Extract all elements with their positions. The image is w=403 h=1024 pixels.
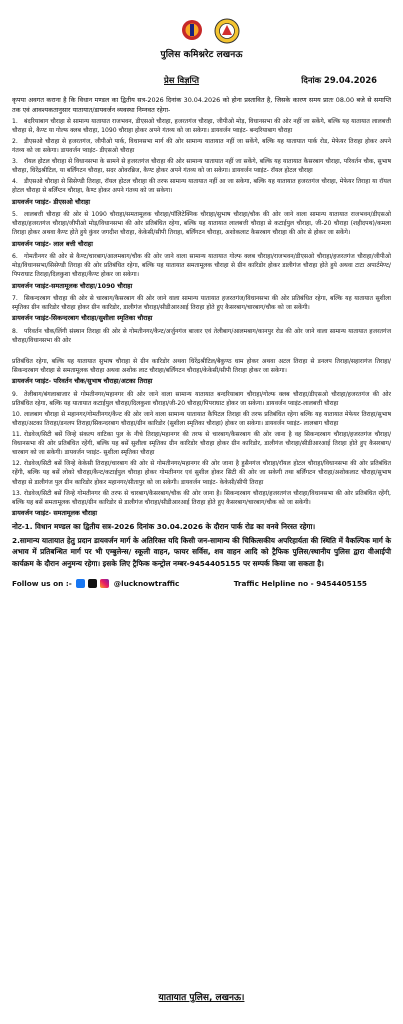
list-item [12, 327, 391, 345]
list-item [12, 390, 391, 408]
list-item-number: 11. [12, 431, 22, 439]
list-item-text: डीएसओ चौराहा से सिसेण्डी तिराहा, रॉयल होटल चौराहा की तरफ सामान्य यातायात नहीं आ जा सकेगा, बल्कि यह यातायात हजरतगंज चौराहा, मेफेयर तिराहा या रॉयल होटल चौराहा से बर्लिंग्टन चौराहा, कैण्ट होकर अपने गंतव्य को जा सकेगा। [12, 178, 391, 195]
signature: यातायात पुलिस, लखनऊ। [158, 993, 245, 1003]
instagram-icon[interactable] [100, 579, 109, 588]
list-item-text: रोडवेज/सिटी बसें जिन्हे संकल्प वाटिका पुल के नीचे तिराहा/महानगर की तरफ से चारबाग/कैसरबाग की ओर जाना है वह सिकन्दरबाग चौराहा/हजरतगंज चौराहा/विधानसभा की ओर प्रतिबंधित रहेंगी, बल्कि यह बसें सुशीला स्मृतिका ग्रीन कारिडोर चौराहा होकर ग्रीन कारिडोर, डालीगंज चौराहा/सीडीआरआई तिराहा होते हुए कैसरबाग/चारबाग को जा सकेगी। डायवर्जन प्वाइंट- सुशीला स्मृतिका चौराहा [12, 431, 391, 457]
list-item-number: 4. [12, 178, 18, 186]
press-release-label: प्रेस विज्ञप्ति [164, 74, 200, 85]
list-item-number: 8. [12, 327, 18, 335]
list-item [12, 294, 391, 312]
note-item: 2.सामान्य यातायात हेतु प्रदान डायवर्जन मार्ग के अतिरिक्त यदि किसी जन-सामान्य की चिकित्सकीय अपरिहार्यता की स्थिति में वैकल्पिक मार्ग के अभाव में प्रतिबन्धित मार्ग पर भी एम्बुलेन्स/ स्कूली वाहन, फायर सर्विस, शव वाहन आदि को ट्रैफिक पुलिस/स्थानीय पुलिस द्वारा वीआईपी कार्यक्रम के दौरान अनुमन्य रहेगा। इसके लिए ट्रैफिक कन्ट्रोल नम्बर-9454405155 पर सम्पर्क किया जा सकता है। [12, 535, 391, 568]
diversion-point-label: डायवर्जन प्वाइंट- समतामूलक चौराहा [12, 508, 98, 517]
date-label: दिनांक 29.04.2026 [301, 74, 377, 85]
list-item-number: 12. [12, 460, 22, 468]
logo-group [180, 18, 246, 44]
list-item-number: 7. [12, 295, 18, 303]
list-item-text: रॉयल होटल चौराहा से विधानसभा के सामने से हजरतगंज चौराहा की ओर सामान्य यातायात नहीं जा सकेंगे, बल्कि यह यातायात कैसरबाग चौराहा, परिवर्तन चौक, सुभाष चौराहा, धिरेंद्रश्रीटिल, या बर्लिंगटन चौराहा, सदर ओवरब्रिज, कैण्ट होकर अपने गंतव्य को जा सकेगा। डायवर्जन प्वाइंट- रॉयल होटल चौराहा [12, 158, 391, 175]
notes [12, 521, 391, 569]
list-item [12, 137, 391, 155]
traffic-helpline: Traffic Helpline no - 9454405155 [233, 579, 367, 589]
list-item-text: बंदरियाबाग चौराहा से सामान्य यातायात राजभवन, डीएसओ चौराहा, हजरतगंज चौराहा, जीपीओ मोड़, विधानसभा की ओर नहीं जा सकेंगे, बल्कि यह यातायात लालबत्ती चौराहा से, कैण्ट या गोल्फ क्लब चौराहा, 1090 चौराहा होकर अपने गंतव्य को जा सकेगा। डायवर्जन प्वाइंट- बन्दरियाबाग चौराहा [12, 117, 391, 135]
facebook-icon[interactable] [76, 579, 85, 588]
list-item-text: लालबाग चौराहा से महानगर/गोमतीनगर/कैन्ट की ओर जाने वाला सामान्य यातायात कैपिटल तिराहा की तरफ प्रतिबंधित रहेगा बल्कि यह यातायात मेफेयर तिराहा/सुभाष चौराहा/अटका तिराहा/डनलप तिराहा/सिकन्दरबाग चौराहा/ग्रीन कारिडोर (सुशीला स्मृतिका चौराहा) होकर जा सकेगा। डायवर्जन प्वाइंट- लालबाग चौराहा [12, 410, 391, 428]
list-item-text: तेलीबाग/बंगलाबाजार से गोमतीनगर/महानगर की ओर जाने वाला सामान्य यातायात बन्दरियाबाग चौराहा/गोल्फ क्लब चौराहा/डीएसओ चौराहा/हजरतगंज की ओर प्रतिबंधित रहेगा, बल्कि यह यातायात कटाईपुल चौराहा/दिलकुशा चौराहा/जी-20 चौराहा/पिपराघाट होकर जा सकेगा। डायवर्जन प्वाइंट-लालबत्ती चौराहा [12, 390, 391, 407]
list-item [12, 430, 391, 457]
list-item-text: परिवर्तन चौक/लिंगी संस्थान तिराहा की ओर से गोमतीनगर/कैन्ट/अर्जुनगंज बाजार एवं तेलीबाग/आलमबाग/कानपुर रोड की ओर जाने वाला सामान्य यातायात हजरतगंज चौराहा/विधानसभा की ओर [12, 327, 391, 345]
diversion-point-label: डायवर्जन प्वाइंट-समतामूलक चौराहा/1090 चौराहा [12, 281, 133, 290]
list-item [12, 459, 391, 486]
diversion-list-part2 [12, 357, 391, 518]
list-item [12, 157, 391, 175]
footer-row [12, 577, 391, 591]
traffic-police-logo-icon [214, 18, 240, 44]
list-item-text: गोमतीनगर की ओर से कैण्ट/चारबाग/आलमबाग/चौक की ओर जाने वाला सामान्य यातायात गोल्फ क्लब चौराहा/राजभवन/डीएसओ चौराहा/हजरतगंज चौराहा/जीपीओ मोड़/विधानसभा/सिसेण्डी तिराहा की ओर प्रतिबंधित रहेगा, बल्कि यह यातायात समतामूलक चौराहा से ग्रीन कारिडोर होकर डालीगंज चौराहा होते हुये अथवा टाटा अपार्टमेण्ट/पिपराघाट तिराहा/दिलकुशा चौराहा/कैण्ट होकर जा सकेगा। [12, 253, 391, 279]
note-item: नोट-1. विधान मण्डल का द्वितीय सत्र-2026 दिनांक 30.04.2026 के दौरान पार्क रोड का वनवे निरस्त रहेगा। [12, 522, 316, 532]
diversion-point-label: डायवर्जन प्वाइंट- परिवर्तन चौक/सुभाष चौराहा/अटका तिराहा [12, 377, 153, 386]
list-item [12, 357, 391, 375]
follow-label: Follow us on :- [12, 579, 72, 589]
diversion-point-label: डायवर्जन प्वाइंट- लाल बत्ती चौराहा [12, 239, 93, 248]
list-item-number: 9. [12, 390, 18, 398]
diversion-point-label: डायवर्जन प्वाइंट-सिकन्दरबाग चौराहा/सुशीला स्मृतिका चौराहा [12, 314, 153, 323]
list-item-text: रोडवेज/सिटी बसें जिन्हे केकेसी तिराहा/चारबाग की ओर से गोमतीनगर/महानगर की ओर जाना है हुसैनगंज चौराहा/रॉयल होटल चौराहा/विधानसभा की ओर प्रतिबंधित रहेंगी, बल्कि यह बसें लोको चौराहा/कैन्ट/कटाईपुल चौराहा होकर गोमतीनगर एवं सुशील होकर सिटी की ओर जा सकेगी तथा बर्लिंगटन चौराहा/अशोकलाट चौराहा/सुभाष चौराहा से डालीगंज पुल ग्रीन कारिडोर होकर महानगर/सीतापुर को जा सकेगी। डायवर्जन प्वाइंट- केकेसी/सीपी तिराहा [12, 460, 391, 486]
list-item-text: प्रतिबंधित रहेगा, बल्कि यह यातायात सुभाष चौराहा से ग्रीन कारिडोर अथवा धिरेंद्रश्रीटिल/बैकुण्ठ धाम होकर अथवा अटल तिराहा से डनलप तिराहा/सहारागंज तिराहा/सिकन्दरबाग चौराहा से समतामूलक चौराहा अथवा अशोक लाट चौराहा/बर्लिंगटन चौराहा/केकेसी/सीपी तिराहा होकर जा सकेगा। [12, 357, 391, 375]
diversion-point-label: डायवर्जन प्वाइंट- डीएसओ चौराहा [12, 197, 91, 206]
list-item-number: 1. [12, 117, 18, 125]
diversion-list-part1 [12, 117, 391, 345]
meta-row [12, 74, 391, 86]
list-item [12, 489, 391, 507]
list-item [12, 177, 391, 195]
social-handle[interactable]: @lucknowtraffic [113, 579, 180, 589]
list-item-number: 3. [12, 158, 18, 166]
list-item-number: 10. [12, 410, 22, 418]
intro-paragraph: कृपया अवगत कराना है कि विधान मण्डल का द्वितीय सत्र-2026 दिनांक 30.04.2026 को होना प्रस्तावित है, जिसके कारण समय प्रातः 08.00 बजे से समाप्ति तक एवं आवश्यकतानुसार यातायात/डायवर्जन व्यवस्था निम्नवत रहेगा- [12, 96, 391, 114]
list-item-text: सिकन्दरबाग चौराहा की ओर से चारबाग/कैसरबाग की ओर जाने वाला सामान्य यातायात हजरतगंज/विधानसभा की ओर प्रतिबंधित रहेगा, बल्कि यह यातायात सुशीला स्मृतिका ग्रीन कारिडोर चौराहा होकर ग्रीन कारिडोर, डालीगंज चौराहा/सीडीआरआई तिराहा होते हुए कैसरबाग/चारबाग/चौक को जा सकेंगी। [12, 295, 391, 312]
list-item-number: 13. [12, 489, 22, 497]
list-item-number: 6. [12, 253, 18, 261]
list-item-text: लालबत्ती चौराहा की ओर से 1090 चौराहा/समतामूलक चौराहा/पॉलिटेक्निक चौराहा/सुभाष चौराहा/चौक की ओर जाने वाला सामान्य यातायात राजभवन/डीएसओ चौराहा/हजरतगंज चौराहा/जीपीओ मोड़/विधानसभा की ओर प्रतिबंधित रहेगा, बल्कि यह यातायात लालबत्ती चौराहा से कटाईपुल चौराहा, जी-20 चौराहा (शहीदपथ)/कमला तिराहा होकर अथवा कैण्ट होते हुये कुंवर जगदीश चौराहा, केकेसी/सीपी तिराहा, बर्लिंगटन चौराहा, अशोकलाट कैसरबाग चौराहा की ओर से होकर जा सकेंगे। [12, 211, 391, 237]
list-item [12, 410, 391, 428]
list-item [12, 117, 391, 135]
list-item-text: रोडवेज/सिटी बसें जिन्हे गोमतीनगर की तरफ से चारबाग/कैसरबाग/चौक की ओर जाना है। सिकन्दरबाग चौराहा/हजरतगंज चौराहा/विधानसभा की ओर प्रतिबंधित रहेंगी, बल्कि यह बसें समतामूलक चौराहा/ग्रीन कारिडोर से डालीगंज चौराहा/सीडीआरआई तिराहा होते हुए कैसरबाग/चारबाग/चौक को जा सकेगी। [12, 489, 391, 506]
header [12, 10, 391, 68]
list-item-number: 2. [12, 138, 18, 146]
social-icons [76, 579, 112, 588]
org-name: पुलिस कमिश्नरेट लखनऊ [160, 50, 243, 60]
list-item-text: डीएसओ चौराहा से हजरतगंज, जीपीओ पार्क, विधानसभा मार्ग की ओर सामान्य यातायात नहीं जा सकेंगे, बल्कि यह यातायात पार्क रोड, मेफेयर तिराहा होकर अपने गंतव्य को जा सकेगा। डायवर्जन प्वाइंट- डीएसओ चौराहा [12, 138, 391, 155]
list-item [12, 210, 391, 237]
content [12, 96, 391, 569]
x-icon[interactable] [88, 579, 97, 588]
list-item-number: 5. [12, 211, 18, 219]
up-police-emblem-icon [180, 18, 204, 42]
list-item [12, 252, 391, 279]
